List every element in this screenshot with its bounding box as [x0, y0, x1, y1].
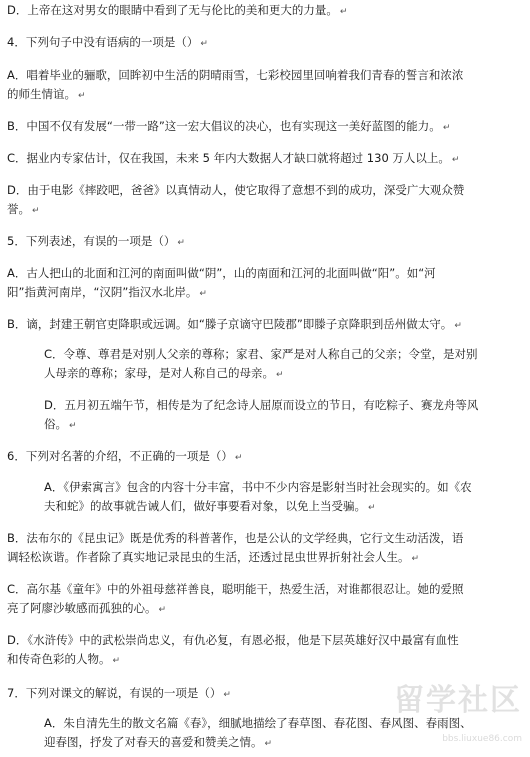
option-4d-line2: 誉。 ↵ [7, 202, 40, 216]
option-5c-line2: 人母亲的尊称；家母，是对人称自己的母亲。 ↵ [44, 366, 284, 380]
watermark-title: 留学社区 [394, 683, 522, 718]
option-6a-line1: A．《伊索寓言》包含的内容十分丰富，书中不少内容是影射当时社会现实的。如《农 [44, 480, 472, 494]
option-5d-line2: 俗。 ↵ [44, 417, 77, 431]
option-5a-line2: 阳”指黄河南岸，“汉阴”指汉水北岸。 ↵ [7, 285, 207, 299]
option-4a-line2: 的师生情谊。 ↵ [7, 87, 86, 101]
site-watermark [362, 683, 522, 751]
option-4c: C．据业内专家估计，仅在我国，未来 5 年内大数据人才缺口就将超过 130 万人以上。 ↵ [7, 151, 460, 165]
watermark-url: bbs.liuxue86.com [442, 734, 522, 744]
option-6b-line1: B．法布尔的《昆虫记》既是优秀的科普著作，也是公认的文学经典，它行文生动活泼，语 [7, 531, 464, 545]
question-6: 6．下列对名著的介绍，不正确的一项是（） ↵ [7, 449, 243, 463]
option-6d-line2: 和传奇色彩的人物。 ↵ [7, 652, 121, 666]
question-5: 5．下列表述，有误的一项是（） ↵ [7, 234, 185, 248]
option-4d-line1: D．由于电影《摔跤吧，爸爸》以真情动人，使它取得了意想不到的成功，深受广大观众赞 [7, 183, 465, 197]
option-5b: B．谪，封建王朝官吏降职或远调。如“滕子京谪守巴陵郡”即滕子京降职到岳州做太守。 ↵ [7, 317, 462, 331]
question-4: 4．下列句子中没有语病的一项是（） ↵ [7, 35, 208, 49]
question-7: 7．下列对课文的解说，有误的一项是（） ↵ [7, 686, 231, 700]
option-4b: B．中国不仅有发展“一带一路”这一宏大倡议的决心，也有实现这一美好蓝图的能力。 ↵ [7, 119, 451, 133]
option-6a-line2: 夫和蛇》的故事就告诫人们，做好事要看对象，以免上当受骗。 ↵ [44, 499, 376, 513]
option-6c-line2: 亮了阿廖沙敏感而孤独的心。 ↵ [7, 601, 167, 615]
option-7a-line1: A．朱自清先生的散文名篇《春》，细腻地描绘了春草图、春花图、春风图、春雨图、 [44, 716, 472, 730]
option-5a-line1: A．古人把山的北面和江河的南面叫做“阴”，山的南面和江河的北面叫做“阳”。如“河 [7, 266, 436, 280]
option-6b-line2: 调轻松诙谐。作者除了真实地记录昆虫的生活，还透过昆虫世界折射社会人生。 ↵ [7, 550, 420, 564]
option-5c-line1: C．令尊、尊君是对别人父亲的尊称；家君、家严是对人称自己的父亲；令堂，是对别 [44, 347, 478, 361]
option-6c-line1: C．高尔基《童年》中的外祖母慈祥善良，聪明能干，热爱生活，对谁都很忍让。她的爱照 [7, 582, 464, 596]
text-line: D．上帝在这对男女的眼睛中看到了无与伦比的美和更大的力量。 ↵ [7, 3, 348, 17]
option-5d-line1: D．五月初五端午节，相传是为了纪念诗人屈原而设立的节日，有吃粽子、赛龙舟等风 [44, 398, 479, 412]
option-6d-line1: D．《水浒传》中的武松崇尚忠义，有仇必复，有恩必报，他是下层英雄好汉中最富有血性 [7, 633, 459, 647]
option-7a-line2: 迎春图，抒发了对春天的喜爱和赞美之情。 ↵ [44, 735, 273, 749]
option-4a-line1: A．唱着毕业的骊歌，回眸初中生活的阴晴雨雪，七彩校园里回响着我们青春的誓言和浓浓 [7, 68, 464, 82]
